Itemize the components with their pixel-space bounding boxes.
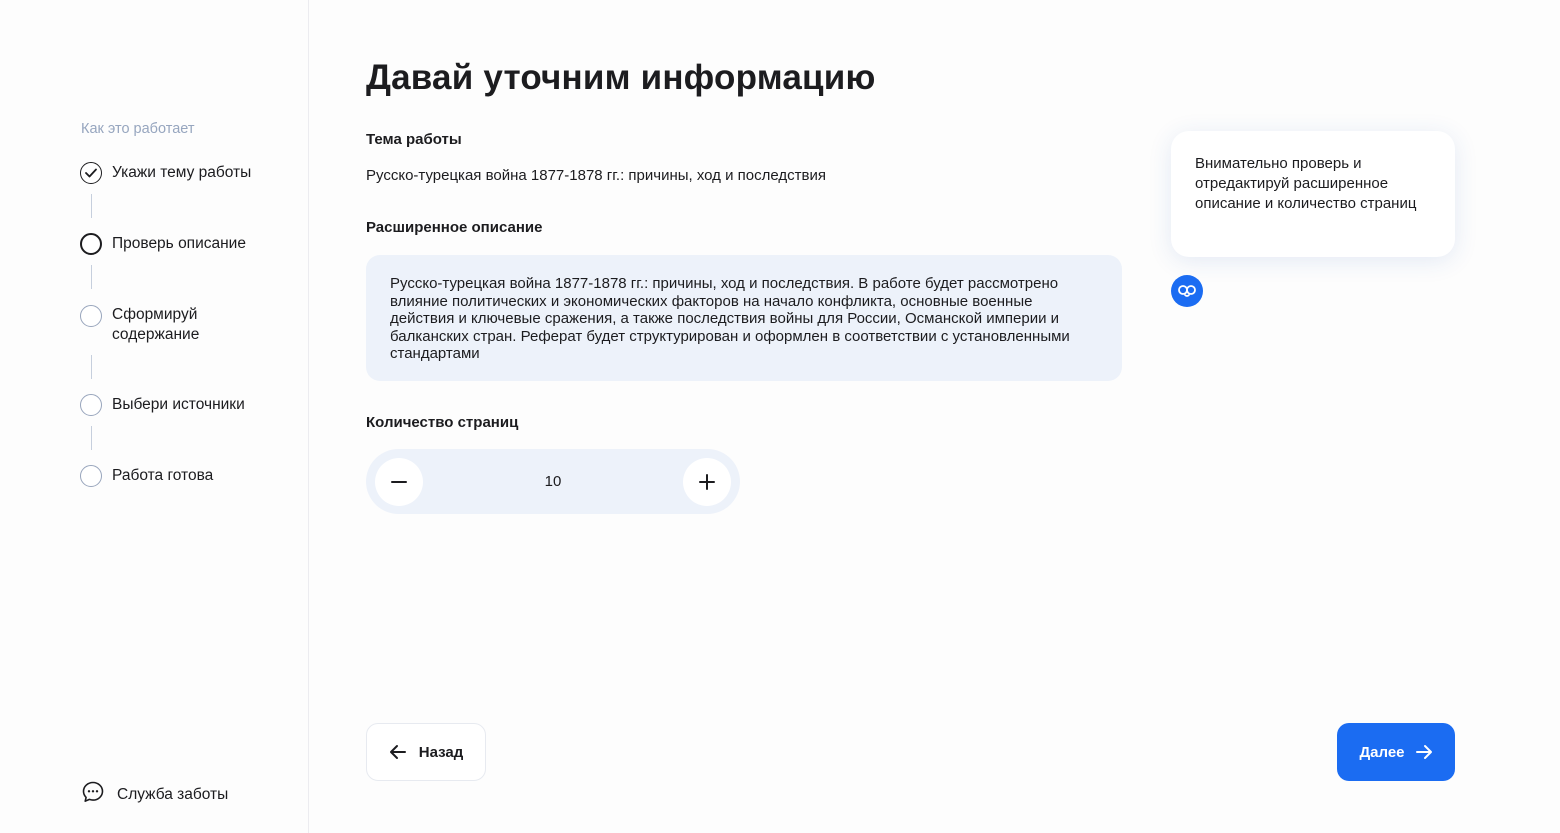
arrow-left-icon bbox=[389, 744, 407, 760]
step-connector bbox=[91, 426, 92, 450]
pages-label: Количество страниц bbox=[366, 414, 519, 431]
next-button-label: Далее bbox=[1359, 743, 1405, 761]
support-label: Служба заботы bbox=[117, 785, 229, 803]
circle-outline-icon bbox=[80, 233, 102, 255]
description-textarea[interactable]: Русско-турецкая война 1877-1878 гг.: причины, ход и последствия. В работе будет рассмотрено влияние политических и экономических факторов на начало конфликта, основные военные действия и ключевые сражения, а также последствия войны для России, Османской империи и балканских стран. Реферат будет структурирован и оформлен в соответствии с установленными стандартами bbox=[366, 255, 1122, 381]
page-title: Давай уточним информацию bbox=[366, 58, 876, 97]
step-connector bbox=[91, 265, 92, 289]
assistant-tip: Внимательно проверь и отредактируй расширенное описание и количество страниц bbox=[1171, 131, 1455, 257]
step-done bbox=[80, 465, 300, 487]
minus-icon bbox=[390, 473, 408, 491]
support-link[interactable] bbox=[81, 780, 228, 809]
step-label: Укажи тему работы bbox=[112, 164, 252, 181]
step-topic bbox=[80, 162, 300, 184]
next-button[interactable] bbox=[1337, 723, 1455, 781]
sidebar bbox=[0, 0, 309, 833]
increment-button[interactable] bbox=[683, 458, 731, 506]
back-button-label: Назад bbox=[418, 743, 464, 761]
pages-value[interactable]: 10 bbox=[544, 473, 562, 490]
check-circle-icon bbox=[80, 162, 102, 184]
steps-list bbox=[80, 162, 300, 487]
circle-outline-icon bbox=[80, 305, 102, 327]
circle-outline-icon bbox=[80, 465, 102, 487]
step-label: Работа готова bbox=[112, 467, 214, 484]
step-label: Сформируй содержание bbox=[112, 306, 200, 343]
step-label: Выбери источники bbox=[112, 396, 245, 413]
arrow-right-icon bbox=[1415, 744, 1433, 760]
circle-outline-icon bbox=[80, 394, 102, 416]
how-it-works-link[interactable]: Как это работает bbox=[81, 121, 195, 137]
pages-stepper bbox=[366, 449, 740, 514]
step-contents bbox=[80, 304, 300, 345]
step-description bbox=[80, 233, 300, 255]
description-label: Расширенное описание bbox=[366, 219, 543, 236]
assistant-logo-icon bbox=[1171, 275, 1203, 307]
back-button[interactable] bbox=[366, 723, 486, 781]
step-connector bbox=[91, 194, 92, 218]
decrement-button[interactable] bbox=[375, 458, 423, 506]
step-sources bbox=[80, 394, 300, 416]
step-label: Проверь описание bbox=[112, 235, 246, 252]
step-connector bbox=[91, 355, 92, 379]
topic-value: Русско-турецкая война 1877-1878 гг.: причины, ход и последствия bbox=[366, 167, 826, 184]
chat-bubble-icon bbox=[81, 780, 105, 809]
topic-label: Тема работы bbox=[366, 131, 462, 148]
plus-icon bbox=[698, 473, 716, 491]
